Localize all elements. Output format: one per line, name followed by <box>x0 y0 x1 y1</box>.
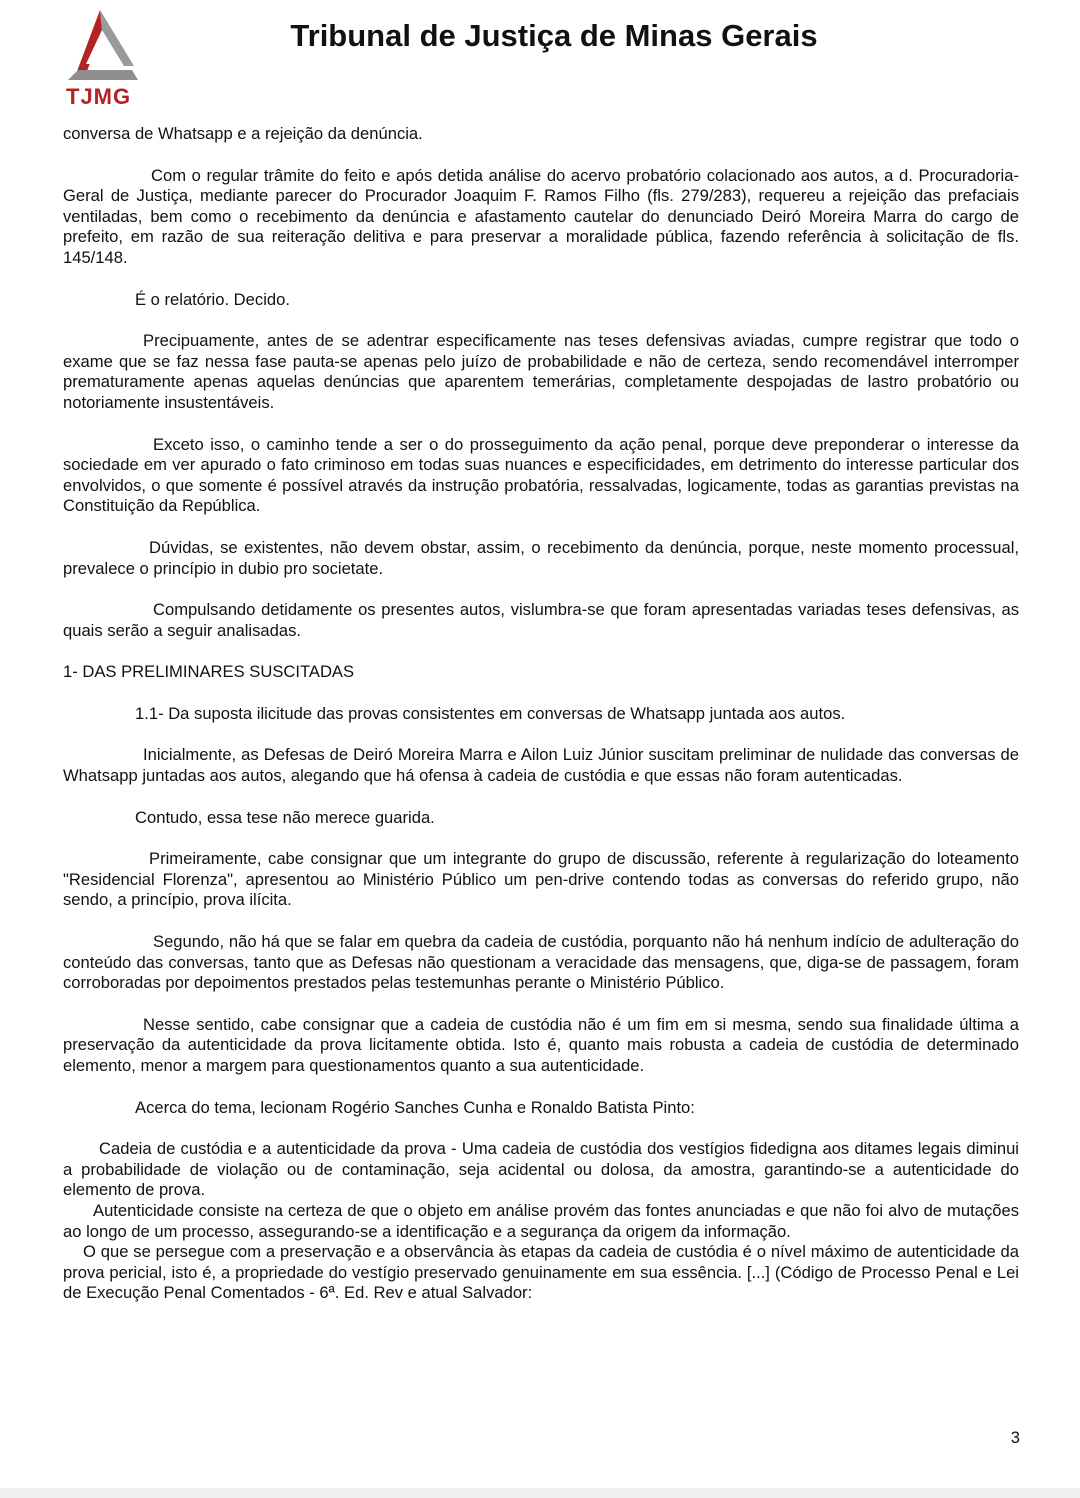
paragraph: Acerca do tema, lecionam Rogério Sanches Cunha e Ronaldo Batista Pinto: <box>135 1097 695 1117</box>
paragraph: conversa de Whatsapp e a rejeição da denúncia. <box>63 124 423 143</box>
quotation-paragraph: Cadeia de custódia e a autenticidade da prova - Uma cadeia de custódia dos vestígios fidedigna aos ditames legais diminui a probabilidade de violação ou de contaminação, seja acidental ou dolosa, da amostra, garantindo-se a autenticidade do elemento de prova. <box>63 1139 1019 1200</box>
quotation-paragraph: O que se persegue com a preservação e a observância às etapas da cadeia de custódia é o nível máximo de autenticidade da prova pericial, isto é, a propriedade do vestígio preservado genuinamente em sua essência. [...] (Código de Processo Penal e Lei de Execução Penal Comentados - 6ª. Ed. Rev e atual Salvador: <box>63 1242 1019 1303</box>
paragraph: Precipuamente, antes de se adentrar especificamente nas teses defensivas aviadas, cumpre registrar que todo o exame que se faz nessa fase pauta-se apenas pelo juízo de probabilidade e não de certeza, sendo recomendável interromper prematuramente apenas aquelas denúncias que aparentem temerárias, completamente despojadas de lastro probatório ou notoriamente insustentáveis. <box>63 331 1019 412</box>
court-title: Tribunal de Justiça de Minas Gerais <box>290 18 818 53</box>
paragraph: Compulsando detidamente os presentes autos, vislumbra-se que foram apresentadas variadas teses defensivas, as quais serão a seguir analisadas. <box>63 600 1019 640</box>
viewer-bottom-strip <box>0 1488 1080 1498</box>
paragraph: É o relatório. Decido. <box>135 289 290 309</box>
paragraph: Inicialmente, as Defesas de Deiró Moreira Marra e Ailon Luiz Júnior suscitam preliminar de nulidade das conversas de Whatsapp juntadas aos autos, alegando que há ofensa à cadeia de custódia e que essas não foram autenticadas. <box>63 745 1019 786</box>
page-number: 3 <box>1010 1428 1020 1447</box>
paragraph: Exceto isso, o caminho tende a ser o do prosseguimento da ação penal, porque deve preponderar o interesse da sociedade em ver apurado o fato criminoso em todas suas nuances e especificidades, em detrimento do interesse particular dos envolvidos, o que somente é possível através da instrução probatória, ressalvadas, logicamente, todas as garantias previstas na Constituição da República. <box>63 434 1019 516</box>
subsection-heading: 1.1- Da suposta ilicitude das provas consistentes em conversas de Whatsapp juntada aos autos. <box>135 703 846 723</box>
paragraph: Contudo, essa tese não merece guarida. <box>135 807 435 827</box>
paragraph: Com o regular trâmite do feito e após detida análise do acervo probatório colacionado aos autos, a d. Procuradoria-Geral de Justiça, mediante parecer do Procurador Joaquim F. Ramos Filho (fls. 279/283), requereu a rejeição das prefaciais ventiladas, bem como o recebimento da denúncia e afastamento cautelar do denunciado Deiró Moreira Marra do cargo de prefeito, em razão de sua reiteração delitiva e para preservar a moralidade pública, fazendo referência à solicitação de fls. 145/148. <box>63 165 1019 267</box>
paragraph: Segundo, não há que se falar em quebra da cadeia de custódia, porquanto não há nenhum indício de adulteração do conteúdo das conversas, tanto que as Defesas não questionam a veracidade das mensagens, que, diga-se de passagem, foram corroboradas por depoimentos prestados pelas testemunhas perante o Ministério Público. <box>63 932 1019 993</box>
paragraph: Dúvidas, se existentes, não devem obstar, assim, o recebimento da denúncia, porque, neste momento processual, prevalece o princípio in dubio pro societate. <box>63 537 1019 578</box>
page-header <box>0 0 1080 110</box>
section-heading: 1- DAS PRELIMINARES SUSCITADAS <box>63 662 355 682</box>
paragraph: Primeiramente, cabe consignar que um integrante do grupo de discussão, referente à regularização do loteamento "Residencial Florenza", apresentou ao Ministério Público um pen-drive contendo todas as conversas do referido grupo, não sendo, a princípio, prova ilícita. <box>63 849 1019 910</box>
logo-text: TJMG <box>66 84 132 109</box>
quotation-paragraph: Autenticidade consiste na certeza de que o objeto em análise provém das fontes anunciadas e que não foi alvo de mutações ao longo de um processo, assegurando-se a identificação e a segurança da origem da informação. <box>63 1200 1019 1241</box>
document-body <box>63 124 1019 1304</box>
paragraph: Nesse sentido, cabe consignar que a cadeia de custódia não é um fim em si mesma, sendo sua finalidade última a preservação da autenticidade da prova licitamente obtida. Isto é, quanto mais robusta a cadeia de custódia de determinado elemento, menor a margem para questionamentos quanto a sua autenticidade. <box>63 1014 1019 1075</box>
